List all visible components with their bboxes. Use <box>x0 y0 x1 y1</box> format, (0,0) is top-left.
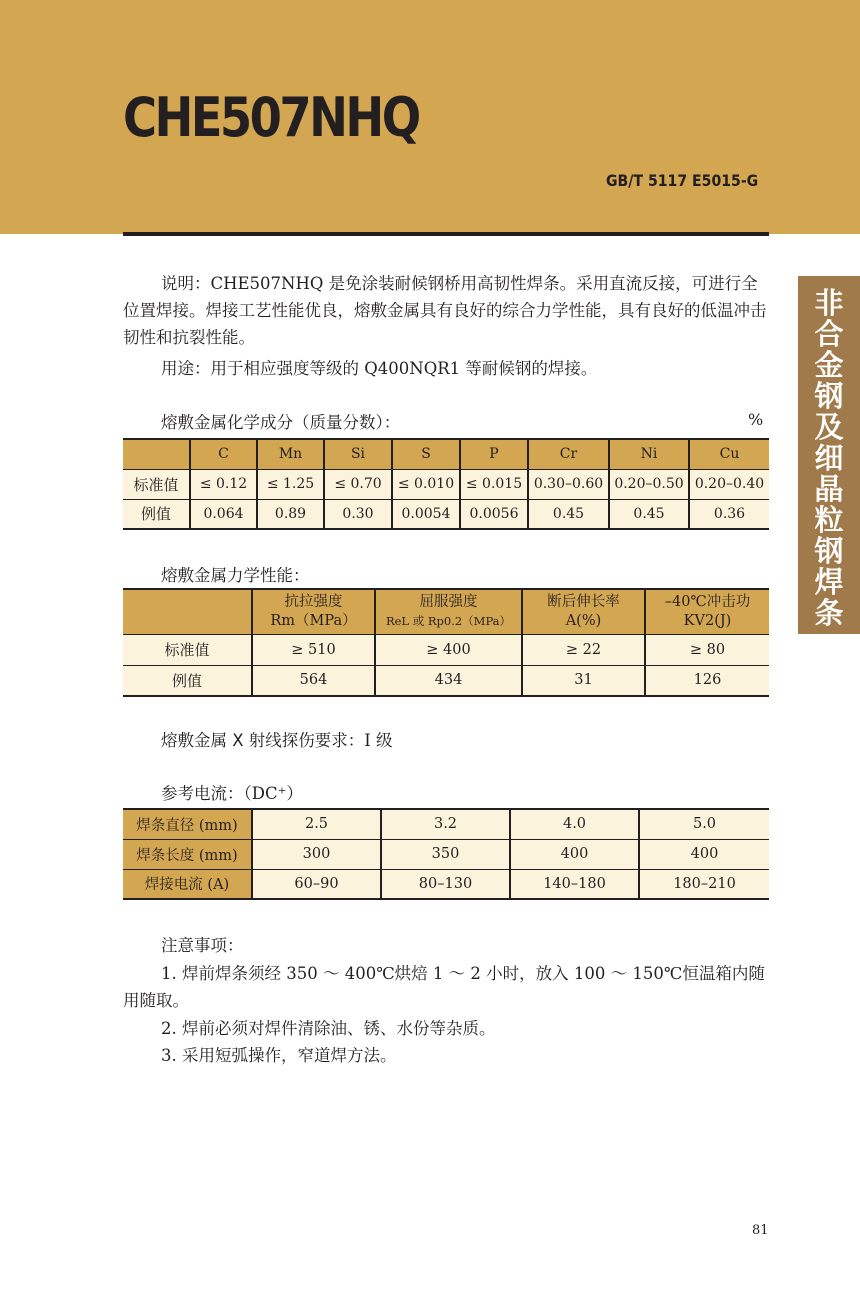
notes-title: 注意事项： <box>161 936 244 955</box>
xray-value: I 级 <box>364 731 393 750</box>
table-cell: ≥ 22 <box>522 634 645 665</box>
usage-paragraph <box>161 355 597 382</box>
table-cell: ≤ 0.70 <box>324 469 392 499</box>
mechanical-title: 熔敷金属力学性能： <box>161 566 310 585</box>
description-text: CHE507NHQ 是免涂装耐候钢桥用高韧性焊条。采用直流反接，可进行全位置焊接。焊接工艺性能优良，熔敷金属具有良好的综合力学性能，具有良好的低温冲击韧性和抗裂性能。 <box>123 274 767 347</box>
table-cell: 300 <box>252 839 381 869</box>
table-header-cell <box>645 589 769 634</box>
usage-label: 用途： <box>161 359 211 378</box>
current-table <box>123 808 769 900</box>
side-tab-char: 焊 <box>814 565 844 599</box>
header-line: ReL 或 Rp0.2（MPa） <box>385 613 512 628</box>
side-tab-char: 金 <box>814 348 844 382</box>
usage-text: 用于相应强度等级的 Q400NQR1 等耐候钢的焊接。 <box>210 359 598 378</box>
table-cell: ≤ 0.015 <box>460 469 528 499</box>
table-header-cell <box>522 589 645 634</box>
table-cell: 564 <box>252 665 375 696</box>
table-cell: 3.2 <box>381 809 510 839</box>
table-cell: 0.20–0.50 <box>609 469 689 499</box>
table-header-cell: C <box>190 439 257 469</box>
description-paragraph <box>123 270 773 351</box>
side-tab-char: 细 <box>814 441 844 475</box>
table-cell: 400 <box>510 839 639 869</box>
table-row <box>123 665 769 696</box>
table-cell: 0.89 <box>257 499 324 529</box>
chemical-unit: % <box>748 410 764 429</box>
xray-title: 熔敷金属 X 射线探伤要求： <box>161 731 365 750</box>
table-cell: 80–130 <box>381 869 510 899</box>
table-cell: 60–90 <box>252 869 381 899</box>
table-cell: 2.5 <box>252 809 381 839</box>
xray-requirement <box>161 727 393 751</box>
table-cell: 标准值 <box>123 634 252 665</box>
table-header-cell: Cu <box>689 439 769 469</box>
table-cell: 0.0056 <box>460 499 528 529</box>
table-row-header: 焊条长度 (mm) <box>123 839 252 869</box>
side-tab-char: 粒 <box>814 503 844 537</box>
table-cell: ≤ 1.25 <box>257 469 324 499</box>
table-cell: 5.0 <box>639 809 769 839</box>
table-cell: 434 <box>375 665 522 696</box>
side-tab-char: 非 <box>814 286 844 320</box>
side-tab-char: 及 <box>814 410 844 444</box>
table-cell: 400 <box>639 839 769 869</box>
table-cell: ≤ 0.010 <box>392 469 460 499</box>
table-row-header: 焊条直径 (mm) <box>123 809 252 839</box>
current-polarity: （DC⁺） <box>243 784 303 803</box>
table-cell: 126 <box>645 665 769 696</box>
table-header-cell <box>123 439 190 469</box>
table-header-cell <box>252 589 375 634</box>
header-line: 抗拉强度 <box>284 593 343 610</box>
standard-code: GB/T 5117 E5015-G <box>606 171 759 190</box>
page-number: 81 <box>752 1223 769 1238</box>
chemical-table <box>123 438 769 530</box>
header-line: A(%) <box>565 612 602 629</box>
table-header-cell: Si <box>324 439 392 469</box>
side-tab-char: 钢 <box>814 534 844 568</box>
table-header-cell: S <box>392 439 460 469</box>
header-line: Rm（MPa） <box>270 612 357 629</box>
table-row <box>123 809 769 839</box>
table-cell: 0.20–0.40 <box>689 469 769 499</box>
table-cell: 例值 <box>123 665 252 696</box>
table-cell: 350 <box>381 839 510 869</box>
table-cell: 0.064 <box>190 499 257 529</box>
note-item: 3. 采用短弧操作，窄道焊方法。 <box>161 1046 397 1065</box>
table-cell: 0.45 <box>528 499 609 529</box>
header-line: 断后伸长率 <box>547 593 620 610</box>
chemical-title: 熔敷金属化学成分（质量分数）： <box>161 413 401 432</box>
table-row <box>123 634 769 665</box>
header-line: 屈服强度 <box>419 593 478 610</box>
table-row <box>123 839 769 869</box>
notes-section <box>123 932 773 1070</box>
mechanical-table <box>123 588 769 697</box>
note-item: 1. 焊前焊条须经 350 ～ 400℃烘焙 1 ～ 2 小时，放入 100 ～ 150℃恒温箱内随用随取。 <box>123 963 765 1010</box>
table-cell: 0.0054 <box>392 499 460 529</box>
table-header-cell: Cr <box>528 439 609 469</box>
side-tab-char: 条 <box>814 596 844 630</box>
table-header-cell <box>123 589 252 634</box>
table-cell: 0.45 <box>609 499 689 529</box>
chemical-header-row <box>123 439 769 469</box>
table-header-cell <box>375 589 522 634</box>
table-cell: 0.36 <box>689 499 769 529</box>
table-row <box>123 869 769 899</box>
table-cell: 140–180 <box>510 869 639 899</box>
section-side-tab <box>798 276 860 634</box>
description-label: 说明： <box>161 274 211 293</box>
side-tab-char: 钢 <box>814 379 844 413</box>
header-line: –40℃冲击功 <box>664 593 751 610</box>
current-title: 参考电流： <box>161 784 244 803</box>
table-cell: 标准值 <box>123 469 190 499</box>
header-divider <box>123 232 769 236</box>
table-cell: 0.30–0.60 <box>528 469 609 499</box>
header-line: KV2(J) <box>683 612 732 629</box>
table-cell: 4.0 <box>510 809 639 839</box>
table-cell: ≥ 80 <box>645 634 769 665</box>
note-item: 2. 焊前必须对焊件清除油、锈、水份等杂质。 <box>161 1018 496 1038</box>
table-row-header: 焊接电流 (A) <box>123 869 252 899</box>
table-cell: 0.30 <box>324 499 392 529</box>
side-tab-char: 晶 <box>814 472 844 506</box>
table-cell: ≥ 400 <box>375 634 522 665</box>
table-cell: ≥ 510 <box>252 634 375 665</box>
table-header-cell: Ni <box>609 439 689 469</box>
table-cell: 例值 <box>123 499 190 529</box>
table-cell: ≤ 0.12 <box>190 469 257 499</box>
table-row <box>123 499 769 529</box>
table-cell: 31 <box>522 665 645 696</box>
table-row <box>123 469 769 499</box>
mechanical-header-row <box>123 589 769 634</box>
table-cell: 180–210 <box>639 869 769 899</box>
table-header-cell: Mn <box>257 439 324 469</box>
current-heading <box>161 780 303 804</box>
side-tab-char: 合 <box>814 317 844 351</box>
product-title: CHE507NHQ <box>123 86 419 149</box>
table-header-cell: P <box>460 439 528 469</box>
